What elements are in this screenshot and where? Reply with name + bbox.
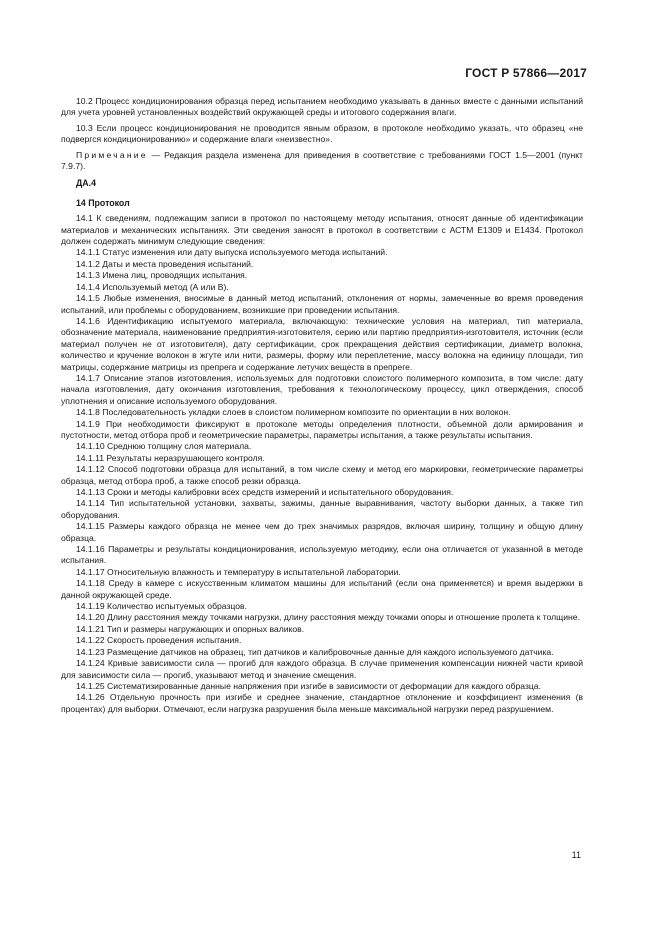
- clause-10-3: 10.3 Если процесс кондиционирования не проводится явным образом, в протоколе необходимо указать, что образец «не подвергся кондиционированию» и содержание влаги «неизвестно».: [61, 122, 583, 145]
- clause-14-1-23: 14.1.23 Размещение датчиков на образец, тип датчиков и калибровочные данные для каждого используемого датчика.: [76, 646, 554, 657]
- note-text: — Редакция раздела изменена для приведения в соответствие с требованиями ГОСТ 1.5—2001 (пункт 7.9.7).: [61, 149, 583, 172]
- appendix-heading: ДА.4: [76, 178, 96, 189]
- clause-14-1-14: 14.1.14 Тип испытательной установки, захваты, зажимы, данные выравнивания, частоту выборки данных, а также тип оборудования.: [61, 498, 583, 520]
- clause-14-1-15: 14.1.15 Размеры каждого образца не менее чем до трех значимых разрядов, включая ширину, толщину и общую длину образца.: [61, 521, 583, 543]
- note: [61, 150, 583, 173]
- clause-14-1-11: 14.1.11 Результаты неразрушающего контроля.: [76, 452, 265, 463]
- document-body: [61, 96, 583, 715]
- clause-14-1-7: 14.1.7 Описание этапов изготовления, используемых для подготовки слоистого полимерного композита, в том числе: дату начала изготовления, дату окончания изготовления, требования к технологическому процессу, цикл отверждения, способ уплотнения и описание используемого оборудования.: [61, 372, 583, 406]
- clause-14-1-25: 14.1.25 Систематизированные данные напряжения при изгибе в зависимости от деформации для каждого образца.: [76, 680, 541, 691]
- clause-14-1-10: 14.1.10 Среднюю толщину слоя материала.: [76, 441, 252, 452]
- clause-14-1: 14.1 К сведениям, подлежащим записи в протокол по настоящему методу испытания, относят данные об идентификации материалов и механических испытаниях. Эти сведения заносят в протокол в соответствии с АСТМ Е1309 и Е1434. Протокол должен содержать минимум следующие сведения:: [61, 213, 583, 247]
- clause-14-1-9: 14.1.9 При необходимости фиксируют в протоколе методы определения плотности, объемной доли армирования и пустотности, метод отбора проб и геометрические параметры, параметры испытания, а также результаты испытания.: [61, 418, 583, 440]
- clause-14-1-20: 14.1.20 Длину расстояния между точками нагрузки, длину расстояния между точками опоры и отношение пролета к толщине.: [76, 612, 580, 623]
- clause-14-1-2: 14.1.2 Даты и места проведения испытаний.: [76, 258, 254, 269]
- document-id: ГОСТ Р 57866—2017: [465, 66, 587, 80]
- clause-14-1-3: 14.1.3 Имена лиц, проводящих испытания.: [76, 270, 248, 281]
- page-number: 11: [571, 850, 581, 860]
- clause-14-1-19: 14.1.19 Количество испытуемых образцов.: [76, 601, 247, 612]
- note-lead: Примечание: [76, 149, 148, 160]
- clause-14-1-13: 14.1.13 Сроки и методы калибровки всех средств измерений и испытательного оборудования.: [76, 487, 454, 497]
- clause-14-1-12: 14.1.12 Способ подготовки образца для испытаний, в том числе схему и метод его маркировки, геометрические параметры образца, метод отбора проб, а также способ резки образца.: [61, 464, 583, 486]
- clause-14-1-17: 14.1.17 Относительную влажность и температуру в испытательной лаборатории.: [76, 566, 401, 577]
- clause-14-1-8: 14.1.8 Последовательность укладки слоев в слоистом полимерном композите по ориентации в них волокон.: [76, 407, 511, 418]
- section-heading: 14 Протокол: [76, 197, 130, 208]
- clause-14-1-22: 14.1.22 Скорость проведения испытания.: [76, 635, 242, 646]
- clause-14-1-18: 14.1.18 Среду в камере с искусственным климатом машины для испытаний (если она применяется) и время выдержки в данной окружающей среде.: [61, 578, 583, 600]
- clause-14-1-1: 14.1.1 Статус изменения или дату выпуска используемого метода испытаний.: [76, 247, 388, 258]
- clause-14-1-21: 14.1.21 Тип и размеры нагружающих и опорных валиков.: [76, 623, 305, 634]
- clause-14-1-4: 14.1.4 Используемый метод (А или В).: [76, 281, 229, 292]
- clause-14-1-24: 14.1.24 Кривые зависимости сила — прогиб для каждого образца. В случае применения компенсации нижней части кривой для зависимости сила — прогиб, указывают метод и значение смещения.: [61, 658, 583, 680]
- clause-14-1-16: 14.1.16 Параметры и результаты кондиционирования, используемую методику, если она отличается от указанной в методе испытания.: [61, 544, 583, 566]
- clause-14-1-26: 14.1.26 Отдельную прочность при изгибе и среднее значение, стандартное отклонение и коэффициент изменения (в процентах) для выборки. Отмечают, если нагрузка разрушения была меньше максимальной нагрузки перед разрушением.: [61, 692, 583, 714]
- clause-10-2: 10.2 Процесс кондиционирования образца перед испытанием необходимо указывать в данных вместе с данными испытаний для учета уровней установленных воздействий окружающей среды и итогового содержания влаги.: [61, 96, 583, 118]
- clause-14-1-6: 14.1.6 Идентификацию испытуемого материала, включающую: технические условия на материал, тип материала, обозначение материала, наименование предприятия-изготовителя, серию или партию предприятия-изготовителя, источник (если материал получен не от изготовителя), дату сертификации, срок прекращения действия сертификации, диаметр волокна, количество и кручение волокон в жгуте или нити, размеры, форму или переплетение, массу волокна на единицу площади, тип матрицы, содержание матрицы из препрега и содержание летучих веществ в препреге.: [61, 315, 583, 372]
- clause-14-1-5: 14.1.5 Любые изменения, вносимые в данный метод испытаний, отклонения от нормы, замеченные во время проведения испытаний, или проблемы с оборудованием, возникшие при проведении испытания.: [61, 293, 583, 315]
